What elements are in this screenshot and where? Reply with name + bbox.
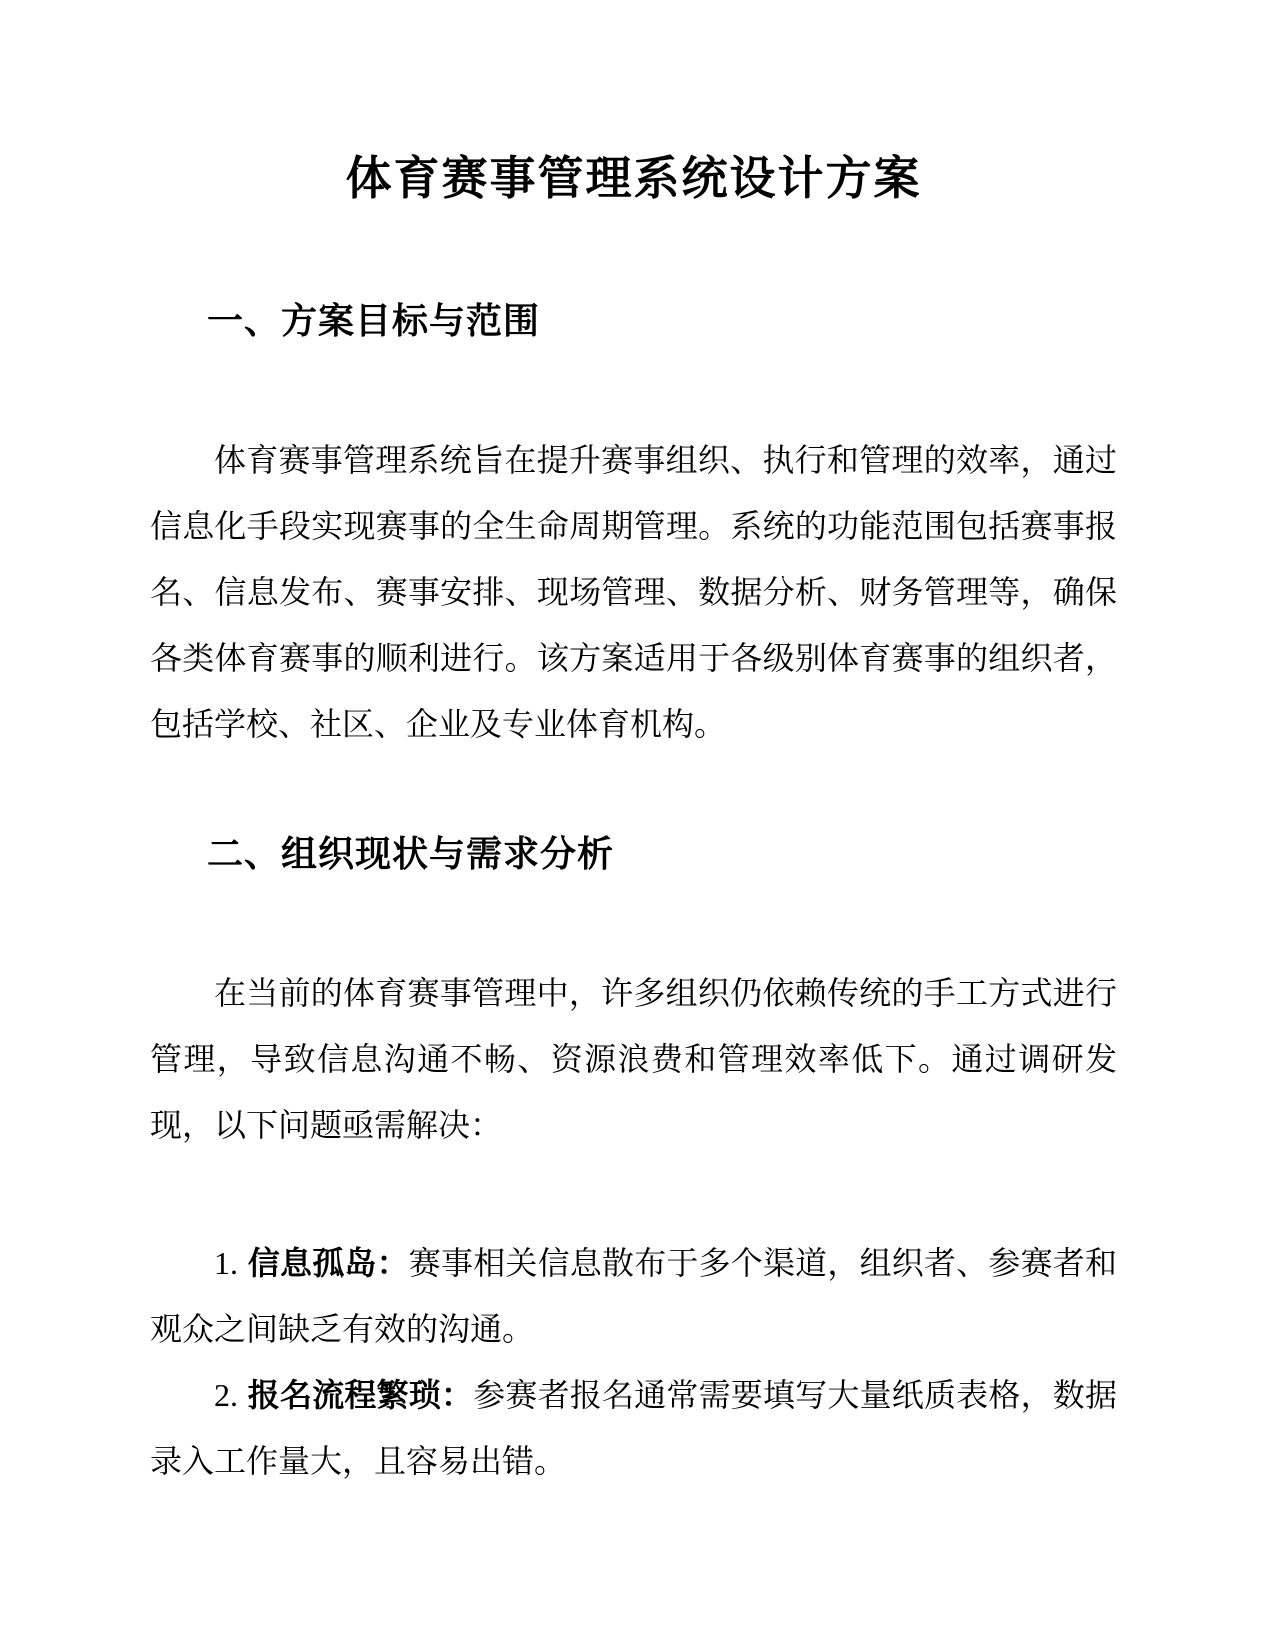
section-1-paragraph: 体育赛事管理系统旨在提升赛事组织、执行和管理的效率，通过信息化手段实现赛事的全生命周期管理。系统的功能范围包括赛事报名、信息发布、赛事安排、现场管理、数据分析、财务管理等，确保各类体育赛事的顺利进行。该方案适用于各级别体育赛事的组织者，包括学校、社区、企业及专业体育机构。 bbox=[150, 442, 1117, 742]
list-item-2-number: 2. bbox=[214, 1377, 238, 1413]
section-2-paragraph: 在当前的体育赛事管理中，许多组织仍依赖传统的手工方式进行管理，导致信息沟通不畅、资源浪费和管理效率低下。通过调研发现，以下问题亟需解决： bbox=[150, 975, 1117, 1143]
section-2-heading: 二、组织现状与需求分析 bbox=[207, 833, 615, 874]
list-item bbox=[150, 1362, 1117, 1494]
section-1-heading: 一、方案目标与范围 bbox=[207, 300, 541, 341]
numbered-list bbox=[150, 1230, 1117, 1494]
list-item-1-label: 信息孤岛： bbox=[247, 1245, 409, 1281]
list-item-1-text: 赛事相关信息散布于多个渠道，组织者、参赛者和观众之间缺乏有效的沟通。 bbox=[150, 1245, 1117, 1347]
list-item bbox=[150, 1230, 1117, 1362]
document-title: 体育赛事管理系统设计方案 bbox=[345, 152, 922, 204]
list-item-2-label: 报名流程繁琐： bbox=[247, 1377, 474, 1413]
list-item-2-text: 参赛者报名通常需要填写大量纸质表格，数据录入工作量大，且容易出错。 bbox=[150, 1377, 1117, 1479]
list-item-1-number: 1. bbox=[214, 1245, 238, 1281]
